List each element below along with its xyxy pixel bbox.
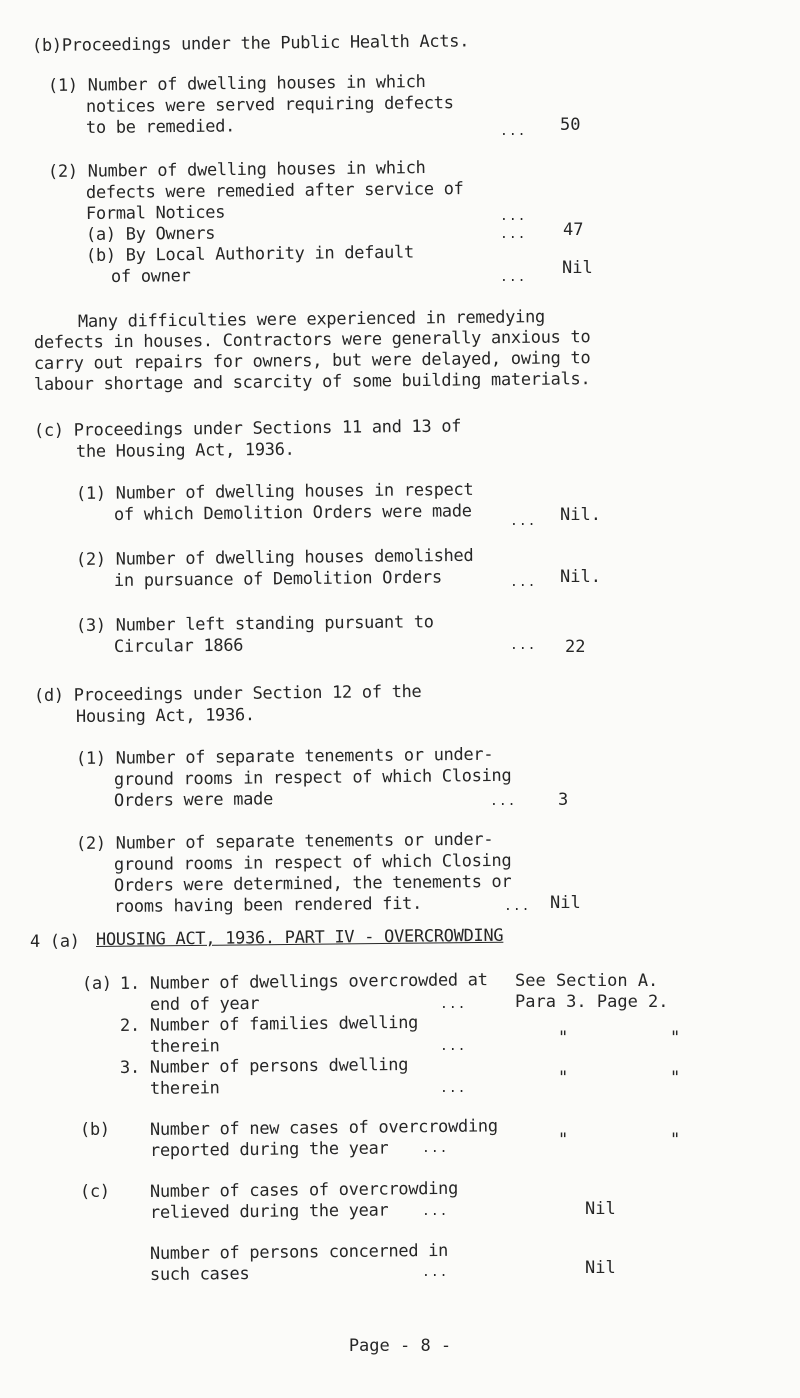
c1-value: Nil. — [560, 505, 601, 525]
4a2-ditto-1: " — [558, 1028, 569, 1048]
4b-line-2: reported during the year — [149, 1138, 389, 1161]
b2-leader-dots-1: ... — [500, 209, 527, 224]
c3-line-1: (3) Number left standing pursuant to — [75, 612, 434, 636]
b1-line-2: notices were served requiring defects — [85, 93, 454, 117]
b2-leader-dots-3: ... — [500, 270, 527, 285]
d2-value: Nil — [550, 893, 581, 913]
b1-line-1: (1) Number of dwelling houses in which — [47, 72, 426, 96]
4a1-reference-2: Para 3. Page 2. — [515, 992, 669, 1012]
b2-value-owners: 47 — [563, 220, 584, 240]
c3-line-2: Circular 1866 — [113, 635, 244, 657]
c2-leader-dots: ... — [510, 575, 537, 590]
4a1-line-2: end of year — [149, 993, 260, 1015]
4a3-ditto-1: " — [558, 1068, 569, 1088]
c2-line-2: in pursuance of Demolition Orders — [113, 567, 442, 591]
para-line-2: defects in houses. Contractors were generally anxious to — [33, 327, 591, 353]
4c2-value: Nil — [585, 1258, 616, 1278]
b2-leader-dots-2: ... — [500, 227, 527, 242]
4b-ditto-2: " — [670, 1130, 681, 1150]
b1-line-3: to be remedied. — [85, 116, 236, 138]
4c-label: (c) — [79, 1181, 110, 1202]
4a2-ditto-2: " — [670, 1028, 681, 1048]
4c1-value: Nil — [585, 1199, 616, 1219]
4a3-ditto-2: " — [670, 1068, 681, 1088]
para-line-1: Many difficulties were experienced in remedying — [77, 307, 546, 332]
section-4-heading: HOUSING ACT, 1936. PART IV - OVERCROWDING — [95, 925, 504, 950]
c1-line-2: of which Demolition Orders were made — [113, 501, 472, 525]
c3-leader-dots: ... — [510, 638, 537, 653]
d2-line-1: (2) Number of separate tenements or under- — [75, 829, 494, 854]
section-4-number: 4 (a) — [29, 931, 80, 952]
4a1-leader-dots: ... — [440, 997, 467, 1012]
b1-value: 50 — [560, 115, 581, 135]
4a3-leader-dots: ... — [440, 1081, 467, 1096]
c3-value: 22 — [565, 637, 586, 657]
d2-line-2: ground rooms in respect of which Closing — [113, 850, 512, 875]
4c2-line-2: such cases — [149, 1263, 250, 1285]
b2-line-5: (b) By Local Authority in default — [85, 242, 414, 266]
section-b-heading: (b)Proceedings under the Public Health Acts. — [31, 31, 470, 56]
4c2-leader-dots: ... — [422, 1265, 449, 1280]
c1-leader-dots: ... — [510, 514, 537, 529]
section-c-heading-2: the Housing Act, 1936. — [75, 439, 295, 462]
4a1-line-1: 1. Number of dwellings overcrowded at — [119, 970, 488, 994]
b2-value-authority: Nil — [562, 258, 593, 278]
4c1-line-1: Number of cases of overcrowding — [149, 1178, 459, 1202]
d1-leader-dots: ... — [490, 794, 517, 809]
4b-line-1: Number of new cases of overcrowding — [149, 1116, 498, 1140]
4b-ditto-1: " — [558, 1130, 569, 1150]
d1-line-1: (1) Number of separate tenements or under- — [75, 744, 494, 769]
4a2-line-1: 2. Number of families dwelling — [119, 1012, 419, 1036]
4a3-line-2: therein — [149, 1078, 220, 1099]
4a2-line-2: therein — [149, 1036, 220, 1057]
d1-line-2: ground rooms in respect of which Closing — [113, 765, 512, 790]
page-number-footer: Page - 8 - — [348, 1336, 452, 1356]
4c1-line-2: relieved during the year — [149, 1200, 389, 1223]
b1-leader-dots: ... — [500, 124, 527, 139]
section-d-heading-1: (d) Proceedings under Section 12 of the — [33, 681, 422, 706]
4b-label: (b) — [79, 1119, 110, 1140]
d1-value: 3 — [558, 790, 569, 810]
b2-line-4: (a) By Owners — [85, 223, 216, 245]
d2-line-4: rooms having been rendered fit. — [113, 893, 423, 917]
4a-label: (a) — [81, 973, 112, 994]
4c1-leader-dots: ... — [422, 1204, 449, 1219]
b2-line-1: (2) Number of dwelling houses in which — [47, 158, 426, 182]
c1-line-1: (1) Number of dwelling houses in respect — [75, 479, 474, 504]
b2-line-6: of owner — [110, 266, 191, 287]
section-d-heading-2: Housing Act, 1936. — [75, 705, 255, 727]
b2-line-2: defects were remedied after service of — [85, 179, 464, 203]
4b-leader-dots: ... — [422, 1141, 449, 1156]
4a3-line-1: 3. Number of persons dwelling — [119, 1054, 409, 1078]
b2-line-3: Formal Notices — [85, 202, 226, 224]
c2-line-1: (2) Number of dwelling houses demolished — [75, 545, 474, 570]
4a2-leader-dots: ... — [440, 1039, 467, 1054]
para-line-3: carry out repairs for owners, but were delayed, owing to — [33, 348, 591, 374]
c2-value: Nil. — [560, 567, 601, 587]
d1-line-3: Orders were made — [113, 789, 274, 811]
d2-line-3: Orders were determined, the tenements or — [113, 871, 512, 896]
d2-leader-dots: ... — [504, 899, 531, 914]
4a1-reference-1: See Section A. — [515, 971, 659, 991]
para-line-4: labour shortage and scarcity of some building materials. — [33, 369, 591, 395]
section-c-heading-1: (c) Proceedings under Sections 11 and 13 of — [33, 416, 462, 441]
4c2-line-1: Number of persons concerned in — [149, 1240, 449, 1264]
